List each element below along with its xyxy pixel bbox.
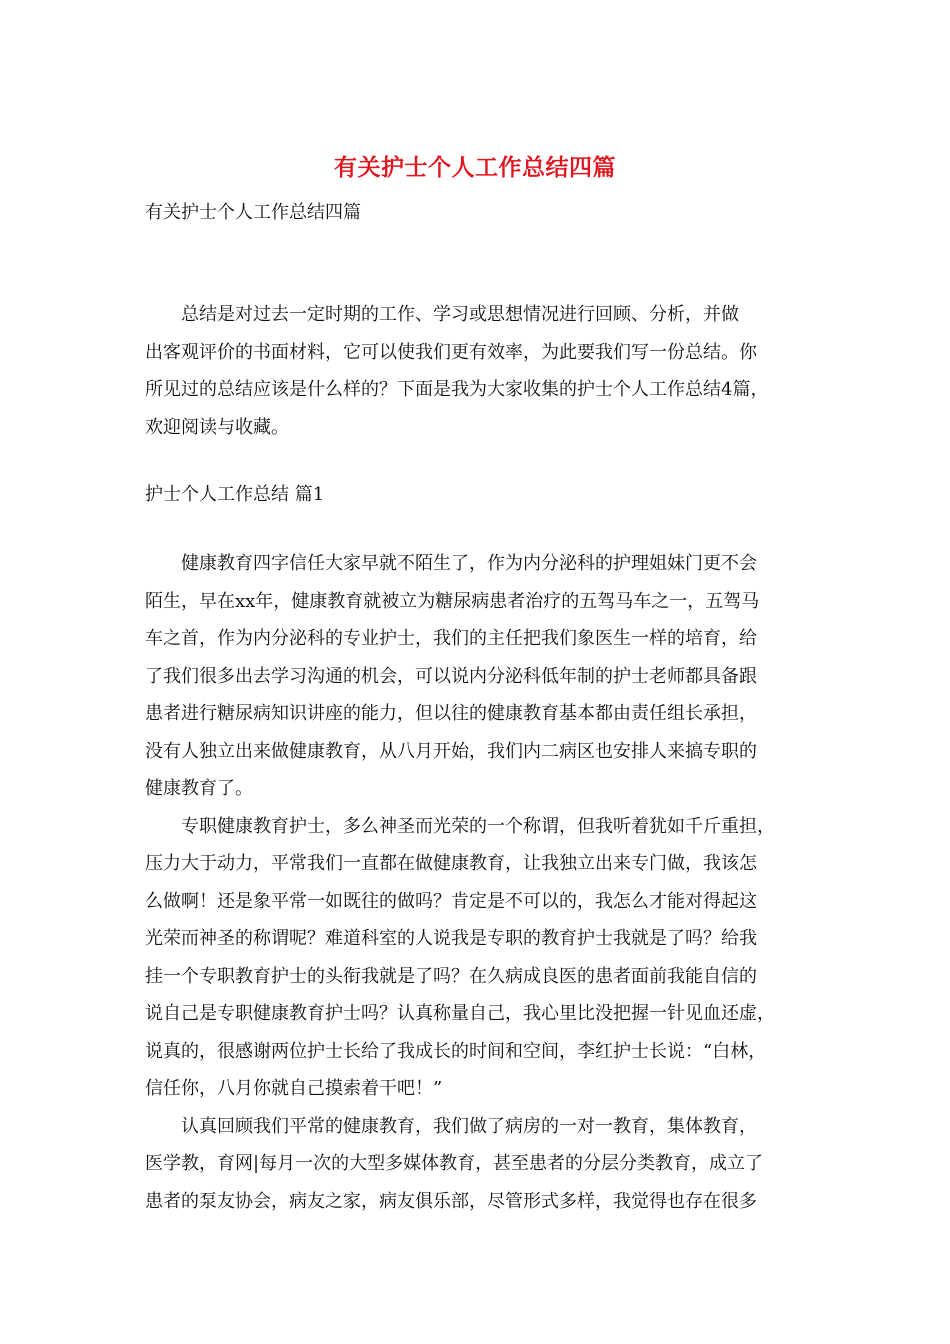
body-line: 专职健康教育护士，多么神圣而光荣的一个称谓，但我听着犹如千斤重担， <box>145 815 775 837</box>
body-line: 健康教育四字信任大家早就不陌生了，作为内分泌科的护理姐妹门更不会 <box>145 553 757 574</box>
document-subtitle: 有关护士个人工作总结四篇 <box>145 202 361 223</box>
body-line: 了我们很多出去学习沟通的机会，可以说内分泌科低年制的护士老师都具备跟 <box>145 665 757 687</box>
document-title: 有关护士个人工作总结四篇 <box>334 154 616 181</box>
body-line: 挂一个专职教育护士的头衔我就是了吗？在久病成良医的患者面前我能自信的 <box>145 965 757 987</box>
section-body <box>145 545 811 1220</box>
body-line: 陌生，早在xx年，健康教育就被立为糖尿病患者治疗的五驾马车之一，五驾马 <box>145 590 760 612</box>
body-line: 车之首，作为内分泌科的专业护士，我们的主任把我们象医生一样的培育，给 <box>145 628 757 649</box>
section-heading: 护士个人工作总结 篇1 <box>145 484 325 505</box>
intro-line: 欢迎阅读与收藏。 <box>145 416 289 438</box>
body-line: 认真回顾我们平常的健康教育，我们做了病房的一对一教育，集体教育， <box>145 1115 757 1137</box>
body-line: 健康教育了。 <box>145 778 253 799</box>
body-line: 说真的，很感谢两位护士长给了我成长的时间和空间，李红护士长说：“白林， <box>145 1040 767 1062</box>
body-line: 医学教，育网|每月一次的大型多媒体教育，甚至患者的分层分类教育，成立了 <box>145 1153 764 1174</box>
intro-line: 总结是对过去一定时期的工作、学习或思想情况进行回顾、分析，并做 <box>145 304 739 325</box>
body-line: 压力大于动力，平常我们一直都在做健康教育，让我独立出来专门做，我该怎 <box>145 853 757 874</box>
body-line: 说自己是专职健康教育护士吗？认真称量自己，我心里比没把握一针见血还虚， <box>145 1003 775 1024</box>
body-line: 么做啊！还是象平常一如既往的做吗？肯定是不可以的，我怎么才能对得起这 <box>145 890 757 912</box>
body-line: 患者进行糖尿病知识讲座的能力，但以往的健康教育基本都由责任组长承担， <box>145 703 757 724</box>
body-line: 信任你，八月你就自己摸索着干吧！” <box>145 1078 443 1099</box>
body-line: 患者的泵友协会，病友之家，病友俱乐部，尽管形式多样，我觉得也存在很多 <box>145 1190 757 1212</box>
intro-line: 所见过的总结应该是什么样的？下面是我为大家收集的护士个人工作总结4篇， <box>145 379 769 400</box>
intro-paragraph <box>145 296 811 446</box>
intro-line: 出客观评价的书面材料，它可以使我们更有效率，为此要我们写一份总结。你 <box>145 341 757 363</box>
body-line: 光荣而神圣的称谓呢？难道科室的人说我是专职的教育护士我就是了吗？给我 <box>145 928 757 949</box>
body-line: 没有人独立出来做健康教育，从八月开始，我们内二病区也安排人来搞专职的 <box>145 740 757 762</box>
